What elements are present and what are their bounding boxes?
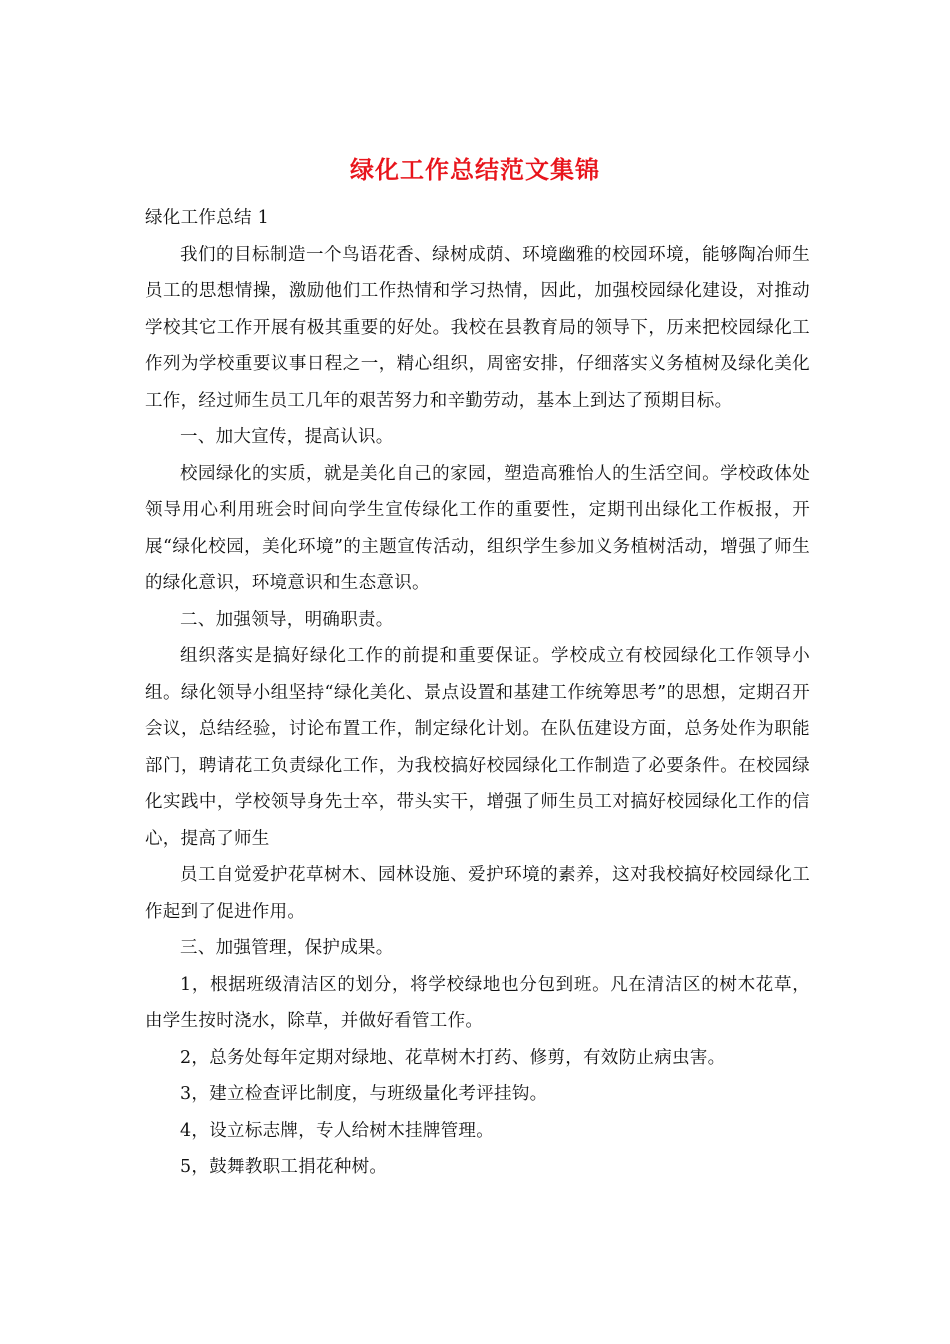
paragraph-publicity: 校园绿化的实质，就是美化自己的家园，塑造高雅怡人的生活空间。学校政体处领导用心利用班会时间向学生宣传绿化工作的重要性，定期刊出绿化工作板报，开展“绿化校园，美化环境”的主题宣传活动，组织学生参加义务植树活动，增强了师生的绿化意识，环境意识和生态意识。	[145, 463, 810, 593]
section-heading: 绿化工作总结 1	[145, 208, 270, 228]
list-item-3: 3，建立检查评比制度，与班级量化考评挂钩。	[180, 1084, 548, 1104]
heading-publicity: 一、加大宣传，提高认识。	[180, 427, 394, 447]
paragraph-leadership: 组织落实是搞好绿化工作的前提和重要保证。学校成立有校园绿化工作领导小组。绿化领导小组坚持“绿化美化、景点设置和基建工作统筹思考”的思想，定期召开会议，总结经验，讨论布置工作，制定绿化计划。在队伍建设方面，总务处作为职能部门，聘请花工负责绿化工作，为我校搞好校园绿化工作制造了必要条件。在校园绿化实践中，学校领导身先士卒，带头实干，增强了师生员工对搞好校园绿化工作的信心，提高了师生	[145, 646, 810, 849]
paragraph-intro: 我们的目标制造一个鸟语花香、绿树成荫、环境幽雅的校园环境，能够陶冶师生员工的思想情操，激励他们工作热情和学习热情，因此，加强校园绿化建设，对推动学校其它工作开展有极其重要的好处。我校在县教育局的领导下，历来把校园绿化工作列为学校重要议事日程之一，精心组织，周密安排，仔细落实义务植树及绿化美化工作，经过师生员工几年的艰苦努力和辛勤劳动，基本上到达了预期目标。	[145, 244, 810, 411]
document-title: 绿化工作总结范文集锦	[350, 156, 600, 184]
list-item-2: 2，总务处每年定期对绿地、花草树木打药、修剪，有效防止病虫害。	[180, 1047, 726, 1068]
heading-leadership: 二、加强领导，明确职责。	[180, 609, 394, 630]
heading-management: 三、加强管理，保护成果。	[180, 938, 394, 958]
list-item-4: 4，设立标志牌，专人给树木挂牌管理。	[180, 1120, 495, 1141]
paragraph-leadership-cont: 员工自觉爱护花草树木、园林设施、爱护环境的素养，这对我校搞好校园绿化工作起到了促进作用。	[145, 865, 810, 922]
list-item-5: 5，鼓舞教职工捐花种树。	[180, 1157, 388, 1177]
list-item-1: 1，根据班级清洁区的划分，将学校绿地也分包到班。凡在清洁区的树木花草，由学生按时浇水，除草，并做好看管工作。	[145, 974, 810, 1031]
document-body	[145, 200, 810, 1186]
